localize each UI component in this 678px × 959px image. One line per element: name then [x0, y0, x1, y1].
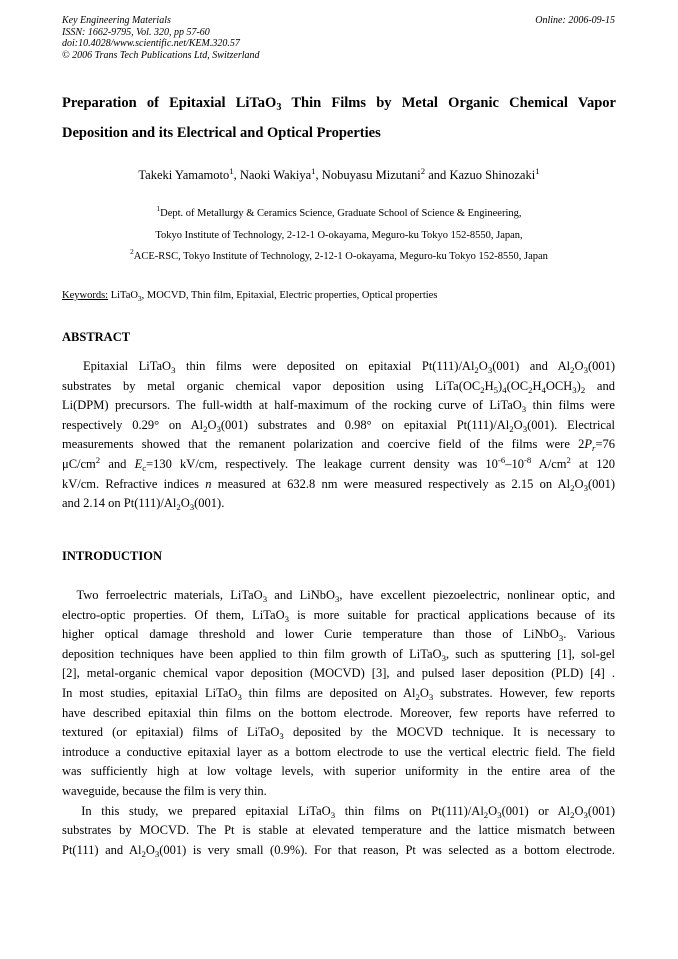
keywords: Keywords: LiTaO$_3$, MOCVD, Thin film, Epitaxial, Electric properties, Optical properties [62, 290, 438, 303]
keywords-label: Keywords: [62, 290, 109, 301]
affiliation-1-line-2: Tokyo Institute of Technology, 2-12-1 O-okayama, Meguro-ku Tokyo 152-8550, Japan, [155, 230, 523, 241]
copyright-line: © 2006 Trans Tech Publications Ltd, Switzerland [62, 49, 260, 61]
affiliation-2: $^2$ACE-RSC, Tokyo Institute of Technology, 2-12-1 O-okayama, Meguro-ku Tokyo 152-8550, Japan [130, 247, 548, 262]
abstract-heading: ABSTRACT [62, 330, 131, 344]
journal-header [62, 15, 260, 61]
author-list: Takeki Yamamoto$^1$, Naoki Wakiya$^1$, Nobuyasu Mizutani$^2$ and Kazuo Shinozaki$^1$ [138, 166, 540, 182]
introduction-body: Two ferroelectric materials, LiTaO$_3$ and LiNbO$_3$, have excellent piezoelectric, nonlinear optic, and electro-optic properties. Of them, LiTaO$_3$ is more suitable for practical applications because of its higher optical damage threshold and lower Curie temperature than those of LiNbO$_3$. Various deposition techniques have been applied to thin film growth of LiTaO$_3$, such as sputtering [1], sol-gel [2], metal-organic chemical vapor deposition (MOCVD) [3], and pulsed laser deposition (PLD) [4] . In most studies, epitaxial LiTaO$_3$ thin films are deposited on $Al_2O_3$ substrates. However, few reports have described epitaxial thin films on the bottom electrode. Moreover, few reports have referred to textured (or epitaxial) films of LiTaO$_3$ deposited by the MOCVD technique. It is necessary to introduce a conductive epitaxial layer as a bottom electrode to use the vertical electric field. The field was sufficiently high at low voltage levels, with superior uniformity in the entire area of the waveguide, because the film is very thin. In this study, we prepared epitaxial LiTaO$_3$ thin films on $Pt(111)/Al_2O_3(001)$ or $Al_2O_3(001)$ substrates by MOCVD. The Pt is stable at elevated temperature and the lattice mismatch between Pt(111) and $Al_2O_3(001)$ is very small (0.9%). For that reason, Pt was selected as a bottom electrode. [62, 588, 616, 859]
affiliation-1-line-1: $^1$Dept. of Metallurgy & Ceramics Science, Graduate School of Science & Engineering, [156, 204, 522, 219]
paper-title-line-1: Preparation of Epitaxial LiTaO$_3$ Thin Films by Metal Organic Chemical Vapor [62, 95, 616, 113]
issn-line: ISSN: 1662-9795, Vol. 320, pp 57-60 [62, 26, 210, 38]
abstract-body: Epitaxial LiTaO$_3$ thin films were deposited on epitaxial $Pt(111)/Al_2O_3(001)$ and $Al_2O_3(001)$ substrates by metal organic chemical vapor deposition using $LiTa(OC_2H_5)_4(OC_2H_4OCH_3)_2$ and Li(DPM) precursors. The full-width at half-maximum of the rocking curve of LiTaO$_3$ thin films were respectively 0.29° on $Al_2O_3(001)$ substrates and 0.98° on epitaxial $Pt(111)/Al_2O_3(001)$. Electrical measurements showed that the remanent polarization and coercive field of the films were $2P_r=76$ $\mu C/cm^2$ and $E_c=130$ kV/cm, respectively. The leakage current density was $10^{-6}-10^{-8}$ $A/cm^2$ at 120 kV/cm. Refractive indices n measured at 632.8 nm were measured respectively as 2.15 on $Al_2O_3(001)$ and 2.14 on $Pt(111)/Al_2O_3(001)$. [62, 359, 616, 513]
introduction-heading: INTRODUCTION [62, 549, 163, 563]
journal-name: Key Engineering Materials [62, 15, 171, 26]
online-date: Online: 2006-09-15 [535, 15, 615, 26]
doi-line: doi:10.4028/www.scientific.net/KEM.320.57 [62, 38, 240, 49]
paper-title-line-2: Deposition and its Electrical and Optical Properties [62, 125, 381, 141]
